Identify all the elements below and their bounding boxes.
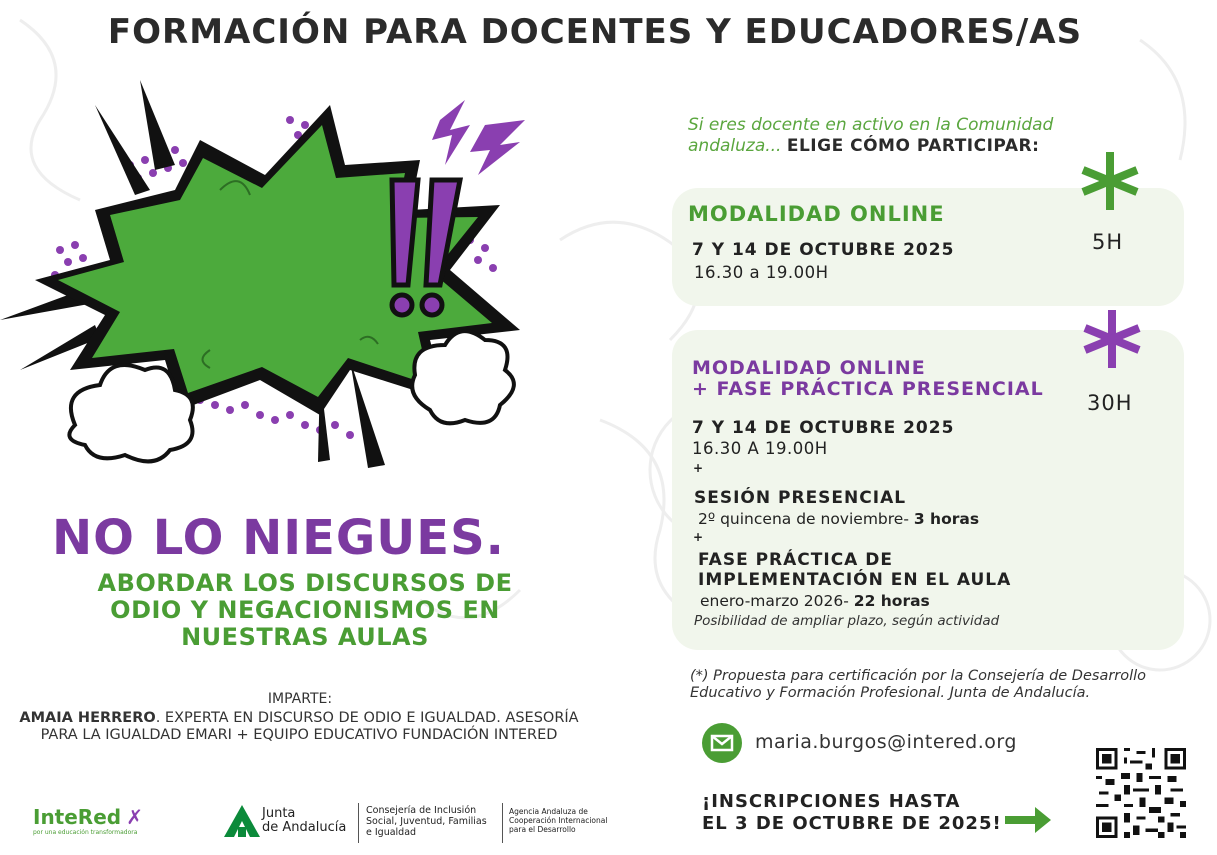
- practice-hours: 22 horas: [853, 592, 930, 610]
- comic-explosion-illustration: [0, 70, 560, 510]
- option-mixed-title-line: MODALIDAD ONLINE: [692, 357, 926, 379]
- practice-title: [698, 550, 1011, 590]
- practice-title-line: IMPLEMENTACIÓN EN EL AULA: [698, 570, 1012, 590]
- practice-title-line: FASE PRÁCTICA DE: [698, 550, 893, 570]
- plus-sign: +: [693, 530, 704, 544]
- option-online-time: 16.30 a 19.00H: [694, 263, 829, 282]
- deadline-line: ¡INSCRIPCIONES HASTA: [702, 791, 961, 812]
- intro-line: andaluza...: [688, 136, 782, 156]
- junta-andalucia-icon: [222, 803, 262, 839]
- practice-dates: enero-marzo 2026-: [700, 592, 849, 610]
- consejeria-line: e Igualdad: [366, 827, 417, 838]
- junta-line: de Andalucía: [262, 820, 347, 835]
- sponsor-logos: [0, 795, 620, 850]
- ribbon-icon: ✗: [126, 805, 143, 829]
- trainer-name: AMAIA HERRERO: [19, 710, 156, 726]
- campaign-headline: NO LO NIEGUES.: [52, 510, 505, 566]
- qr-code[interactable]: [1096, 748, 1186, 838]
- arrow-right-icon: [1003, 805, 1053, 835]
- certification-line: Educativo y Formación Profesional. Junta de Andalucía.: [690, 685, 1091, 701]
- session-text: [698, 510, 979, 528]
- agencia-line: Agencia Andaluza de: [509, 807, 588, 816]
- subheadline-line: ABORDAR LOS DISCURSOS DE: [97, 569, 513, 597]
- option-mixed-time: 16.30 A 19.00H: [692, 439, 828, 458]
- intro-line: Si eres docente en activo en la Comunidad: [688, 115, 1054, 135]
- imparte-label: IMPARTE:: [267, 691, 333, 707]
- plus-sign: +: [693, 461, 704, 475]
- intro-cta: ELIGE CÓMO PARTICIPAR:: [786, 136, 1040, 156]
- campaign-subheadline: [70, 570, 540, 651]
- junta-line: Junta: [262, 806, 296, 821]
- practice-text: [700, 592, 930, 610]
- page-title: FORMACIÓN PARA DOCENTES Y EDUCADORES/AS: [107, 12, 1083, 52]
- trainer-description-2: PARA LA IGUALDAD EMARI + EQUIPO EDUCATIVO FUNDACIÓN INTERED: [40, 727, 558, 743]
- practice-note: Posibilidad de ampliar plazo, según actividad: [694, 613, 1000, 629]
- intered-tagline: por una educación transformadora: [33, 829, 138, 836]
- option-online-title: MODALIDAD ONLINE: [688, 202, 945, 226]
- asterisk-icon: [1079, 150, 1141, 212]
- agencia-line: para el Desarrollo: [509, 825, 576, 834]
- subheadline-line: NUESTRAS AULAS: [181, 623, 429, 651]
- session-hours: 3 horas: [913, 510, 980, 528]
- intered-logo: [33, 805, 143, 836]
- divider: [358, 803, 359, 843]
- imparte-description: [4, 710, 594, 744]
- subheadline-line: ODIO Y NEGACIONISMOS EN: [110, 596, 500, 624]
- agencia-text: [509, 807, 607, 834]
- certification-note: [690, 668, 1190, 702]
- agencia-line: Cooperación Internacional: [509, 816, 608, 825]
- option-mixed-date: 7 Y 14 DE OCTUBRE 2025: [692, 418, 955, 438]
- divider: [502, 803, 503, 843]
- consejeria-line: Social, Juventud, Familias: [366, 816, 487, 827]
- mail-icon: [702, 723, 742, 763]
- certification-line: (*) Propuesta para certificación por la Consejería de Desarrollo: [690, 668, 1147, 684]
- deadline-line: EL 3 DE OCTUBRE DE 2025!: [702, 813, 1002, 834]
- consejeria-line: Consejería de Inclusión: [366, 805, 477, 816]
- contact-email[interactable]: maria.burgos@intered.org: [755, 731, 1017, 753]
- trainer-description: . EXPERTA EN DISCURSO DE ODIO E IGUALDAD. ASESORÍA: [155, 710, 579, 726]
- consejeria-text: [366, 805, 487, 838]
- option-mixed-title-line: + FASE PRÁCTICA PRESENCIAL: [692, 378, 1044, 400]
- session-dates: 2º quincena de noviembre-: [698, 510, 909, 528]
- intered-name: InteRed: [33, 805, 122, 829]
- asterisk-icon: [1081, 308, 1143, 370]
- session-title: SESIÓN PRESENCIAL: [694, 488, 907, 508]
- option-mixed-title: [692, 358, 1044, 400]
- registration-deadline: [702, 791, 1002, 835]
- junta-logo-text: [262, 807, 346, 835]
- intro-text: [688, 115, 1128, 157]
- option-mixed-hours: 30H: [1087, 391, 1133, 415]
- option-online-hours: 5H: [1092, 230, 1124, 254]
- option-online-date: 7 Y 14 DE OCTUBRE 2025: [692, 240, 955, 260]
